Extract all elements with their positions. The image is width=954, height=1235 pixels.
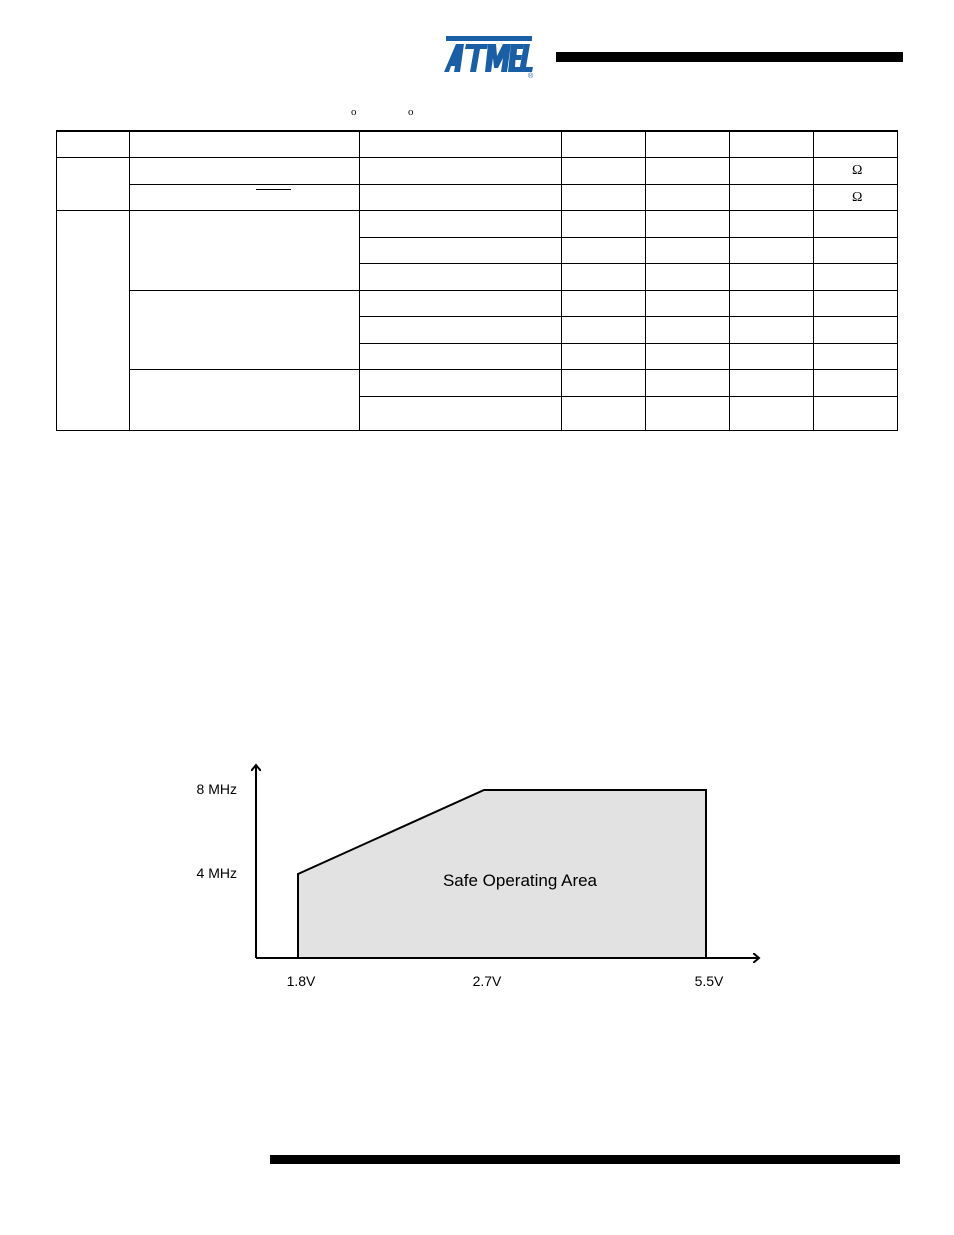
footer-rule: [270, 1155, 900, 1164]
chart-annotation: Safe Operating Area: [442, 871, 598, 890]
y-tick-label: 4 MHz: [196, 865, 237, 881]
x-tick-label: 2.7V: [472, 973, 502, 989]
degree-symbol: o: [351, 106, 357, 118]
unit-ohm: Ω: [852, 190, 863, 205]
y-tick-label: 8 MHz: [196, 781, 237, 797]
registered-mark: ®: [528, 73, 534, 80]
unit-ohm: Ω: [852, 163, 863, 178]
x-tick-label: 1.8V: [286, 973, 316, 989]
degree-symbol: o: [408, 106, 414, 118]
x-tick-label: 5.5V: [694, 973, 724, 989]
